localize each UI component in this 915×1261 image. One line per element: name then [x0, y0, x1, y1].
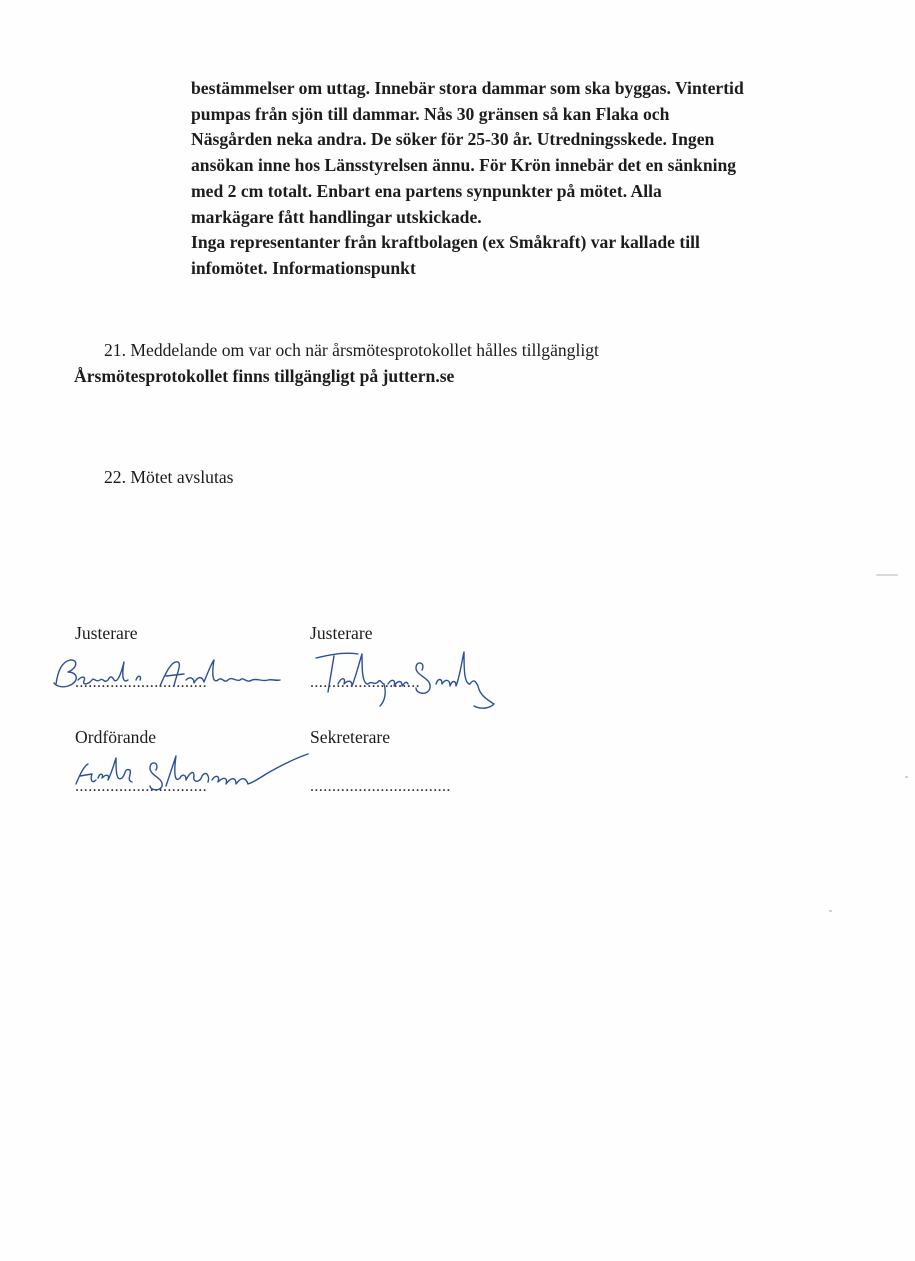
ordforande-label: Ordförande — [75, 727, 157, 747]
scan-speck — [905, 776, 908, 778]
continuation-line-3: Näsgården neka andra. De söker för 25-30 år. Utredningsskede. Ingen — [191, 129, 715, 150]
continuation-line-2: pumpas från sjön till dammar. Nås 30 gränsen så kan Flaka och — [191, 103, 670, 124]
scan-speck — [829, 910, 832, 912]
scan-speck — [876, 574, 898, 576]
agenda-item-21-answer: Årsmötesprotokollet finns tillgängligt på juttern.se — [74, 366, 455, 386]
continuation-line-4: ansökan inne hos Länsstyrelsen ännu. För Krön innebär det en sänkning — [191, 155, 737, 176]
continuation-line-7: Inga representanter från kraftbolagen (ex Småkraft) var kallade till — [191, 232, 700, 253]
continuation-line-1: bestämmelser om uttag. Innebär stora dammar som ska byggas. Vintertid — [191, 78, 744, 98]
continuation-line-8: infomötet. Informationspunkt — [191, 257, 416, 278]
ordforande-handwritten-signature — [70, 748, 315, 796]
justerare-1-signature-line: .............................. — [75, 674, 207, 691]
agenda-item-22: 22. Mötet avslutas — [104, 467, 234, 487]
agenda-item-21: 21. Meddelande om var och när årsmötesprotokollet hålles tillgängligt — [104, 340, 599, 360]
item-20-continuation — [191, 76, 831, 282]
sekreterare-label: Sekreterare — [310, 727, 391, 747]
justerare-2-label: Justerare — [310, 623, 373, 643]
continuation-line-5: med 2 cm totalt. Enbart ena partens synpunkter på mötet. Alla — [191, 180, 662, 201]
justerare-2-signature-line: ......................... — [310, 674, 420, 691]
justerare-1-label: Justerare — [75, 623, 138, 643]
ordforande-signature-line: .............................. — [75, 778, 207, 795]
justerare-2-handwritten-signature — [312, 640, 502, 716]
justerare-1-handwritten-signature — [48, 650, 298, 698]
continuation-line-6: markägare fått handlingar utskickade. — [191, 206, 482, 227]
sekreterare-signature-line: ................................ — [310, 778, 451, 795]
